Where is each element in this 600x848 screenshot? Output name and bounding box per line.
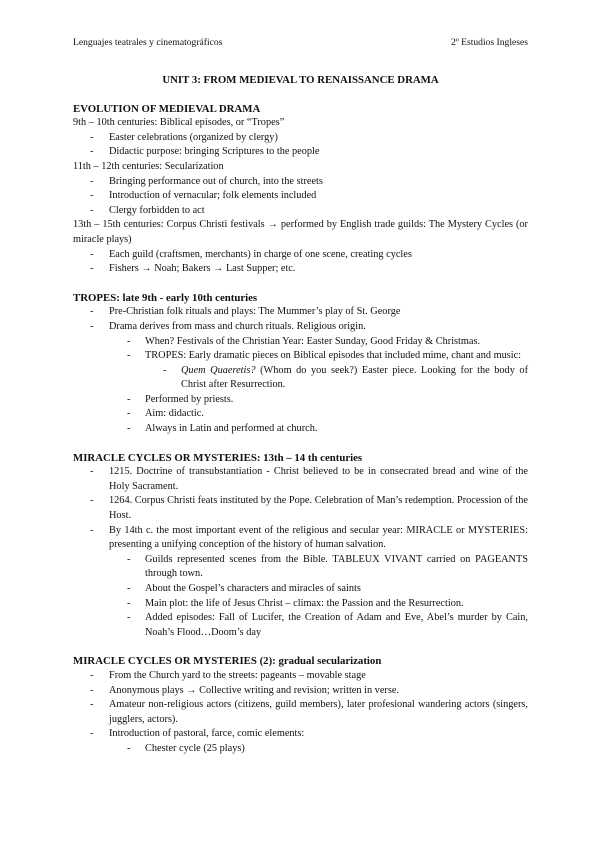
header-course: Lenguajes teatrales y cinematográficos (73, 37, 223, 48)
list-item: - 1264. Corpus Christi feats instituted by the Pope. Celebration of Man’s redemption. Procession of the Host. (90, 495, 528, 522)
list-item: - Bringing performance out of church, into the streets (90, 175, 323, 187)
list-item: - Introduction of vernacular; folk elements included (90, 190, 317, 202)
list-item: - Clergy forbidden to act (90, 204, 205, 216)
list-item: - TROPES: Early dramatic pieces on Biblical episodes that included mime, chant and music: (127, 350, 522, 362)
list-item: - Each guild (craftsmen, merchants) in charge of one scene, creating cycles (90, 248, 412, 260)
list-item: - Drama derives from mass and church rituals. Religious origin. (90, 320, 366, 332)
bullet-list (73, 465, 528, 640)
list-item: - Main plot: the life of Jesus Christ – climax: the Passion and the Resurrection. (127, 597, 464, 609)
list-item: - From the Church yard to the streets: pageants – movable stage (90, 669, 366, 681)
list-item: - Guilds represented scenes from the Bible. TABLEUX VIVANT carried on PAGEANTS through town. (127, 553, 528, 580)
paragraph: 9th – 10th centuries: Biblical episodes, or “Tropes” (73, 117, 285, 129)
list-item: - By 14th c. the most important event of the religious and secular year: MIRACLE or MYSTERIES: presenting a unifying conception of the history of human salvation. (90, 524, 528, 551)
document-title: UNIT 3: FROM MEDIEVAL TO RENAISSANCE DRAMA (162, 74, 439, 86)
bullet-list (73, 305, 528, 436)
list-item: - About the Gospel’s characters and miracles of saints (127, 583, 361, 594)
section-heading-miracle-cycles: MIRACLE CYCLES OR MYSTERIES: 13th – 14 th centuries (73, 451, 363, 464)
bullet-list (73, 175, 528, 219)
list-item: - Fishers → Noah; Bakers → Last Supper; etc. (90, 263, 296, 275)
paragraph: 11th – 12th centuries: Secularization (73, 160, 224, 172)
list-item: - Pre-Christian folk rituals and plays: The Mummer’s play of St. George (90, 306, 401, 318)
bullet-list (73, 131, 528, 160)
bullet-list (73, 669, 528, 757)
section-heading-evolution: EVOLUTION OF MEDIEVAL DRAMA (73, 102, 261, 115)
list-item: - Aim: didactic. (127, 408, 204, 420)
list-item: - Anonymous plays → Collective writing and revision; written in verse. (90, 684, 399, 696)
paragraph: 13th – 15th centuries: Corpus Christi festivals → performed by English trade guilds: The Mystery Cycles (or miracle plays) (73, 219, 528, 245)
list-item: - Easter celebrations (organized by clergy) (90, 131, 278, 143)
list-item: - Always in Latin and performed at church. (127, 423, 318, 435)
bullet-list (73, 248, 528, 277)
list-item: - Didactic purpose: bringing Scriptures to the people (90, 146, 320, 158)
document-body (73, 73, 528, 757)
list-item: - Added episodes: Fall of Lucifer, the Creation of Adam and Eve, Abel’s murder by Cain, Noah’s Flood…Doom’s day (127, 612, 528, 638)
header-year: 2º Estudios Ingleses (450, 37, 528, 48)
section-heading-miracle-cycles-2: MIRACLE CYCLES OR MYSTERIES (2): gradual secularization (73, 655, 382, 668)
list-item: - When? Festivals of the Christian Year: Easter Sunday, Good Friday & Christmas. (127, 335, 481, 347)
list-item: - Amateur non-religious actors (citizens, guild members), later profesional wandering actors (singers, jugglers, actors). (90, 699, 528, 725)
section-heading-tropes: TROPES: late 9th - early 10th centuries (73, 291, 258, 304)
list-item: - Quem Quaeretis? (Whom do you seek?) Easter piece. Looking for the body of Christ after Resurrection. (163, 364, 528, 391)
list-item: - Performed by priests. (127, 393, 234, 405)
list-item: - Chester cycle (25 plays) (127, 742, 245, 754)
list-item: - Introduction of pastoral, farce, comic elements: (90, 728, 305, 740)
list-item: - 1215. Doctrine of transubstantiation - Christ believed to be in consecrated bread and wine of the Holy Sacrament. (90, 466, 528, 492)
italic-title: Quem Quaeretis? (181, 364, 256, 376)
